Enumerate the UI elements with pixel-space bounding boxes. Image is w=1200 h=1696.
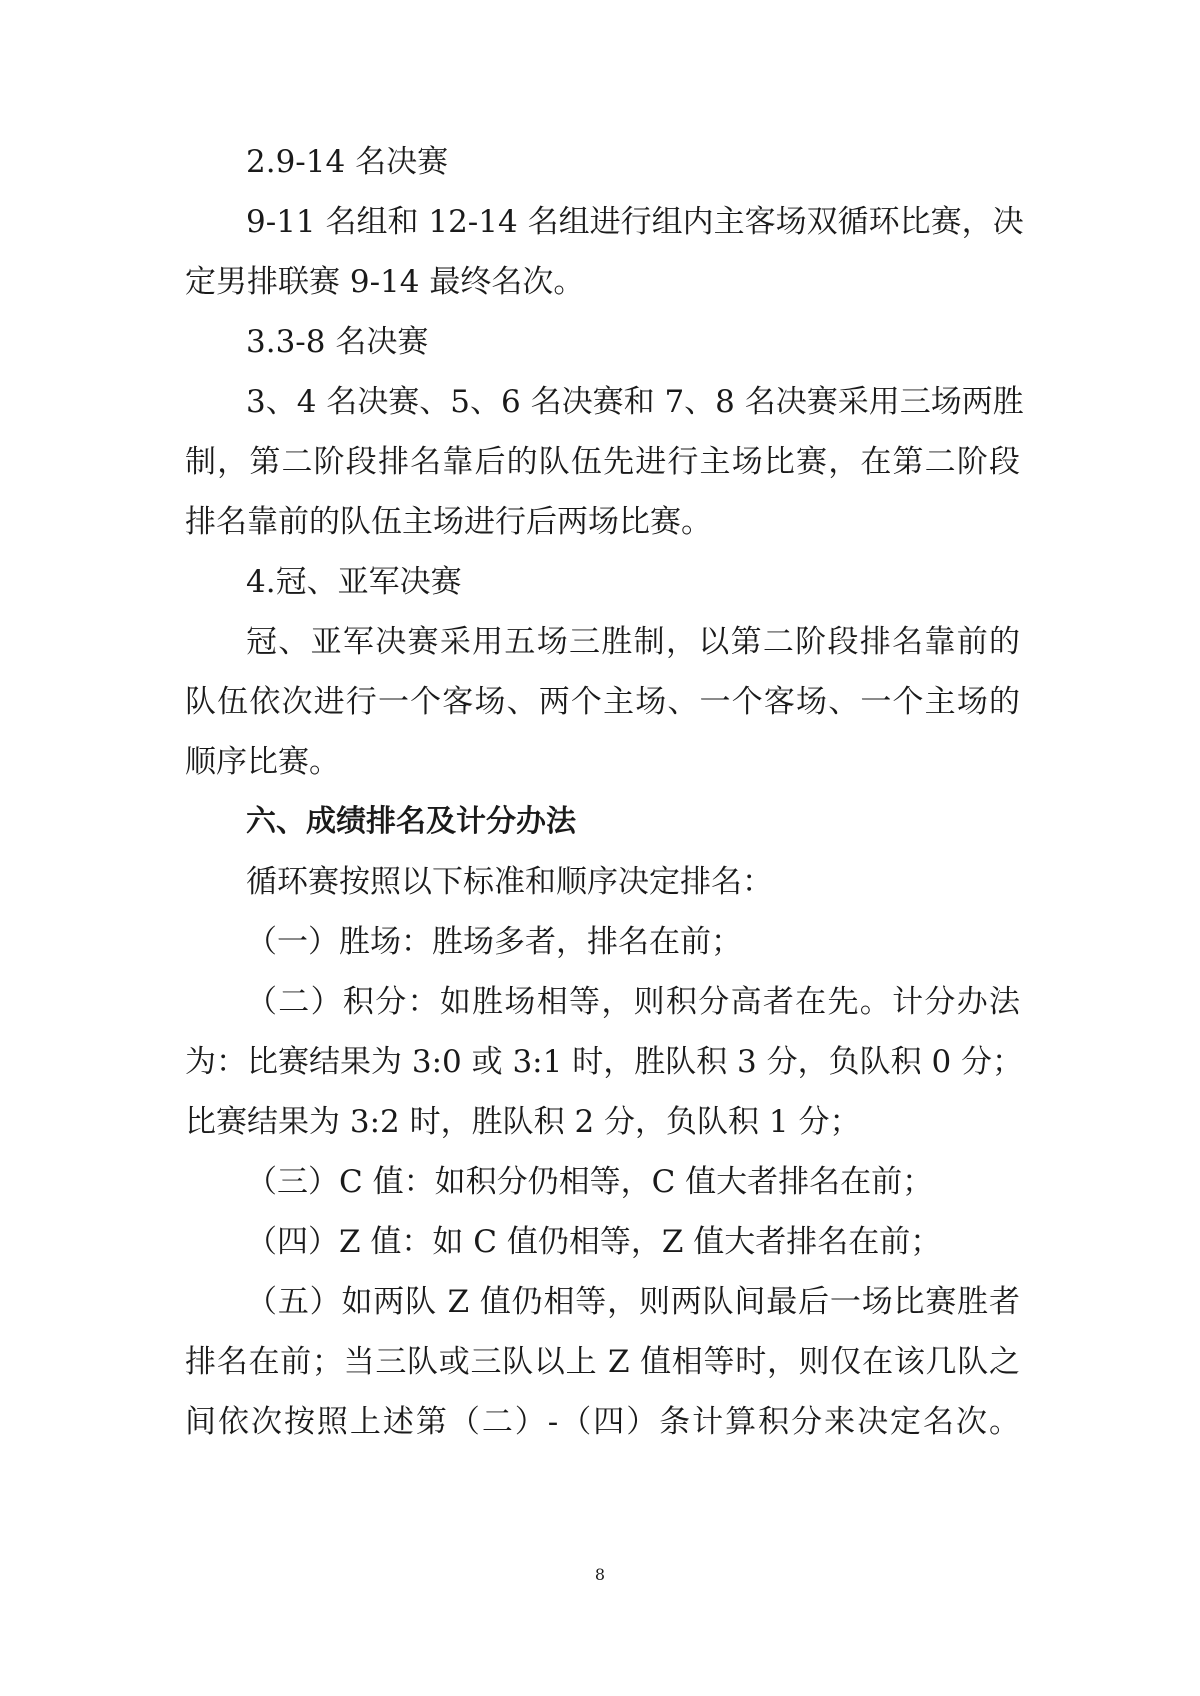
- section-4-body-line1: 冠、亚军决赛采用五场三胜制，以第二阶段排名靠前的: [246, 624, 1020, 660]
- section-3-title: 3.3-8 名决赛: [246, 324, 429, 360]
- heading-6: 六、成绩排名及计分办法: [246, 804, 576, 839]
- rule-4: （四）Z 值：如 C 值仍相等，Z 值大者排名在前；: [246, 1224, 942, 1260]
- rule-3: （三）C 值：如积分仍相等，C 值大者排名在前；: [246, 1164, 934, 1200]
- ranking-intro: 循环赛按照以下标准和顺序决定排名：: [246, 864, 773, 900]
- section-4-body-line3: 顺序比赛。: [185, 744, 340, 780]
- rule-5-line3: 间依次按照上述第（二）-（四）条计算积分来决定名次。: [185, 1404, 1020, 1440]
- section-4-title: 4.冠、亚军决赛: [246, 564, 462, 600]
- rule-1: （一）胜场：胜场多者，排名在前；: [246, 924, 742, 960]
- section-2-title: 2.9-14 名决赛: [246, 144, 449, 180]
- rule-5-line2: 排名在前；当三队或三队以上 Z 值相等时，则仅在该几队之: [185, 1344, 1020, 1380]
- section-3-body-line2: 制，第二阶段排名靠后的队伍先进行主场比赛，在第二阶段: [185, 444, 1020, 480]
- rule-2-line1: （二）积分：如胜场相等，则积分高者在先。计分办法: [246, 984, 1020, 1020]
- rule-2-line3: 比赛结果为 3:2 时，胜队积 2 分，负队积 1 分；: [185, 1104, 861, 1140]
- section-2-body-line1: 9-11 名组和 12-14 名组进行组内主客场双循环比赛，决: [246, 204, 1024, 240]
- section-3-body-line3: 排名靠前的队伍主场进行后两场比赛。: [185, 504, 712, 540]
- section-3-body-line1: 3、4 名决赛、5、6 名决赛和 7、8 名决赛采用三场两胜: [246, 384, 1024, 420]
- rule-5-line1: （五）如两队 Z 值仍相等，则两队间最后一场比赛胜者: [246, 1284, 1020, 1320]
- page-number: 8: [594, 1565, 606, 1584]
- section-2-body-line2: 定男排联赛 9-14 最终名次。: [185, 264, 585, 300]
- rule-2-line2: 为：比赛结果为 3:0 或 3:1 时，胜队积 3 分，负队积 0 分；: [185, 1044, 1024, 1080]
- section-4-body-line2: 队伍依次进行一个客场、两个主场、一个客场、一个主场的: [185, 684, 1020, 720]
